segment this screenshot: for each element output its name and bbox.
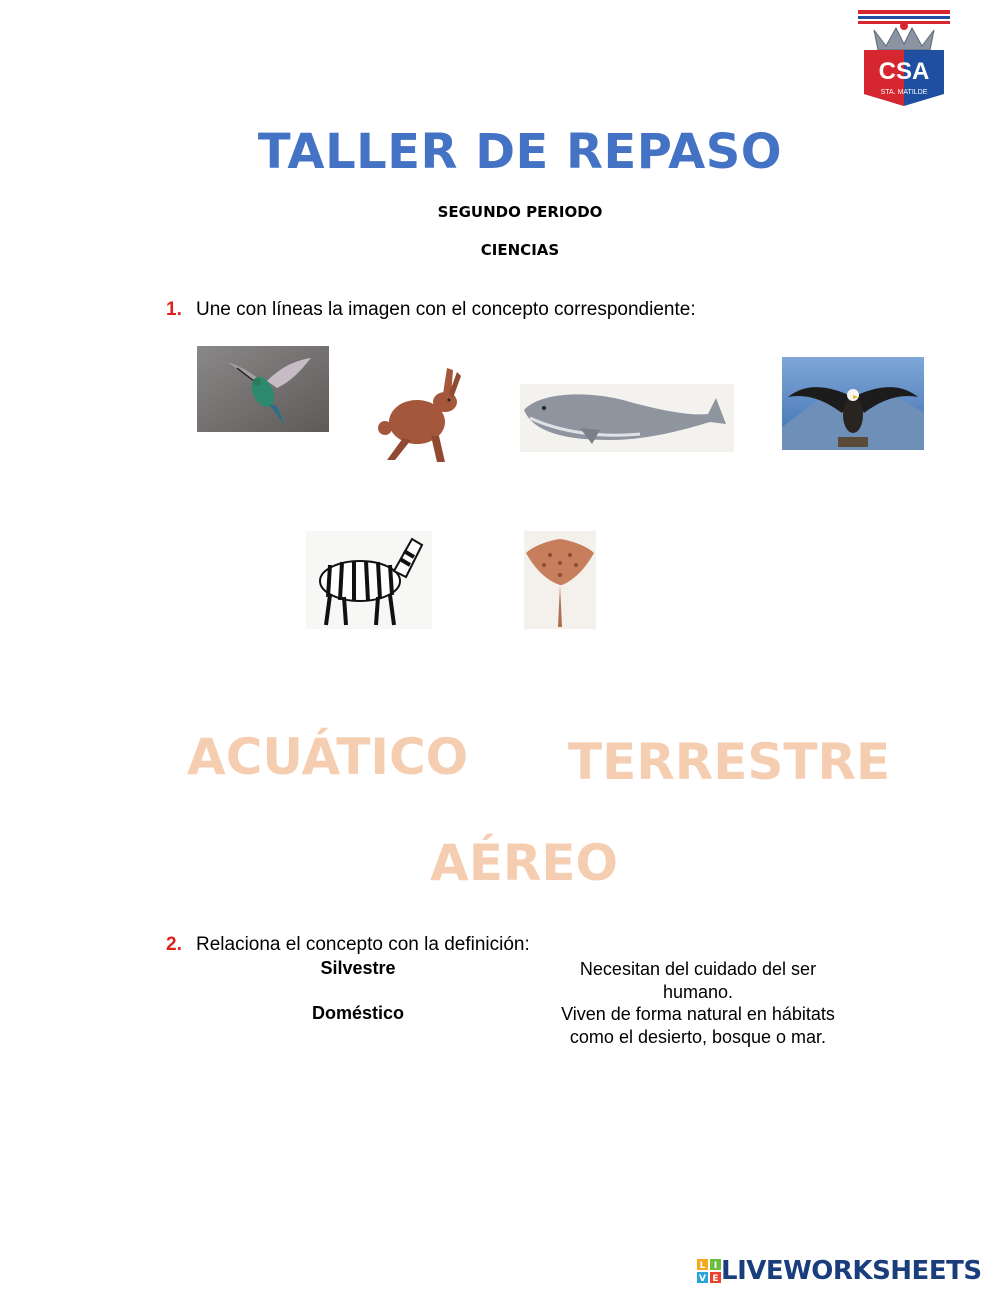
- liveworksheets-badge-icon: [697, 1259, 721, 1283]
- hare-icon[interactable]: [373, 348, 463, 466]
- worksheet-title: TALLER DE REPASO: [257, 124, 783, 180]
- question-2: [166, 934, 530, 956]
- svg-text:STA. MATILDE: STA. MATILDE: [880, 89, 928, 96]
- category-terrestrial[interactable]: TERRESTRE: [568, 733, 891, 791]
- category-aerial[interactable]: AÉREO: [430, 834, 619, 892]
- liveworksheets-wordmark: LIVEWORKSHEETS: [721, 1256, 982, 1286]
- question-1: [166, 299, 696, 321]
- eagle-icon[interactable]: [782, 357, 924, 450]
- question-2-text: Relaciona el concepto con la definición:: [196, 934, 530, 955]
- svg-text:I: I: [713, 1261, 718, 1271]
- svg-text:CSA: CSA: [878, 58, 930, 85]
- stingray-icon[interactable]: [524, 531, 596, 629]
- svg-text:V: V: [699, 1274, 706, 1283]
- question-2-number: 2.: [166, 934, 182, 955]
- whale-icon[interactable]: [520, 384, 734, 452]
- subject-label: CIENCIAS: [480, 241, 560, 259]
- hummingbird-icon[interactable]: [197, 346, 329, 432]
- svg-text:E: E: [712, 1274, 719, 1283]
- term-domestico[interactable]: Doméstico: [311, 1003, 405, 1023]
- zebra-icon[interactable]: [306, 531, 432, 629]
- definition-2[interactable]: Viven de forma natural en hábitats como el desierto, bosque o mar.: [561, 1004, 835, 1047]
- question-1-number: 1.: [166, 299, 182, 320]
- svg-text:L: L: [699, 1261, 706, 1271]
- school-logo: [856, 8, 952, 108]
- liveworksheets-logo: [697, 1256, 982, 1286]
- period-label: SEGUNDO PERIODO: [437, 203, 603, 221]
- category-aquatic[interactable]: ACUÁTICO: [187, 728, 469, 786]
- definition-1[interactable]: Necesitan del cuidado del ser humano.: [579, 959, 817, 1002]
- question-1-text: Une con líneas la imagen con el concepto correspondiente:: [196, 299, 696, 320]
- term-silvestre[interactable]: Silvestre: [320, 958, 396, 978]
